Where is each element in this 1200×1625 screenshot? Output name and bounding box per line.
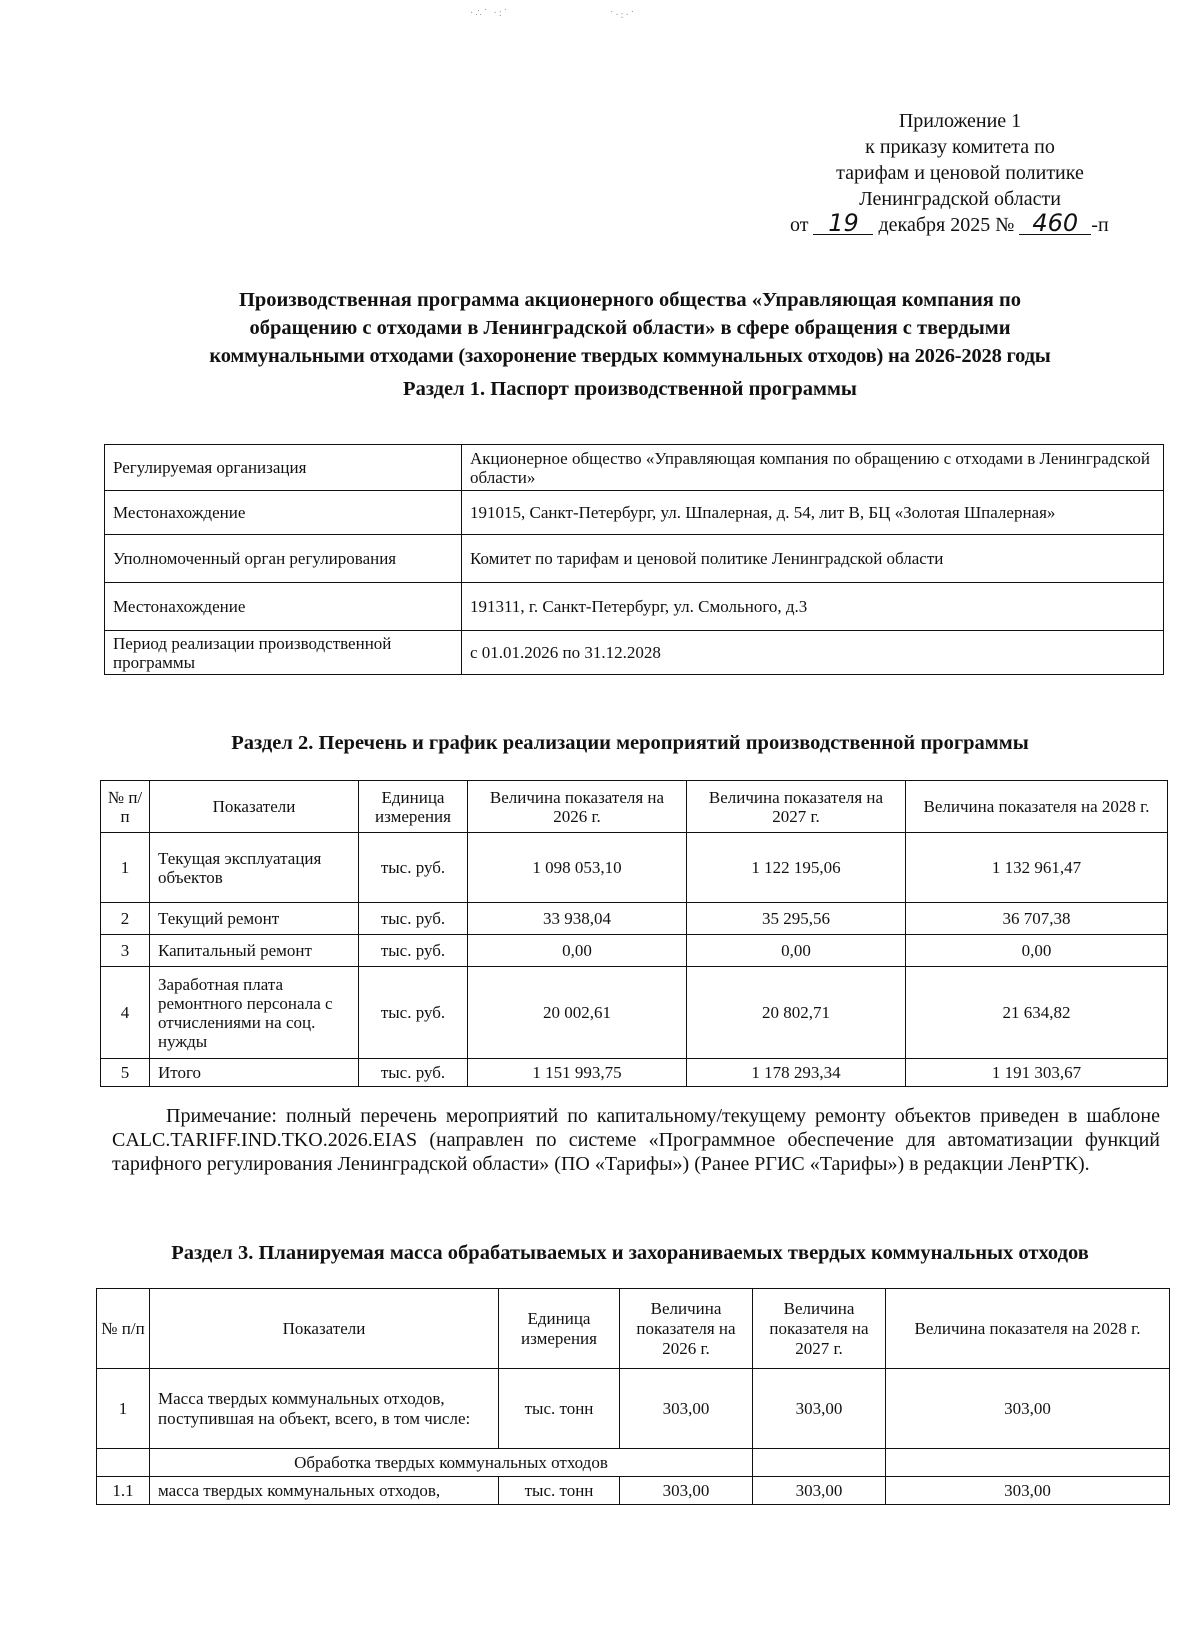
passport-key: Местонахождение xyxy=(105,491,462,535)
row-unit: тыс. руб. xyxy=(359,1059,468,1087)
title-line: Производственная программа акционерного общества «Управляющая компания по xyxy=(238,289,1022,311)
section1-heading: Раздел 1. Паспорт производственной программы xyxy=(403,378,857,400)
passport-key: Местонахождение xyxy=(105,583,462,631)
date-month-year: декабря 2025 № xyxy=(878,214,1015,236)
number-suffix: -п xyxy=(1091,214,1109,236)
column-header: Единица измерения xyxy=(359,781,468,833)
row-unit: тыс. руб. xyxy=(359,903,468,935)
value-2026: 1 151 993,75 xyxy=(468,1059,687,1087)
row-indicator: Масса твердых коммунальных отходов, поступившая на объект, всего, в том числе: xyxy=(150,1369,499,1449)
table-row xyxy=(105,445,1164,491)
subheading: Обработка твердых коммунальных отходов xyxy=(150,1449,753,1477)
handwritten-number: 460 xyxy=(1019,212,1091,235)
row-unit: тыс. руб. xyxy=(359,833,468,903)
empty-cell xyxy=(753,1449,886,1477)
value-2026: 1 098 053,10 xyxy=(468,833,687,903)
value-2027: 303,00 xyxy=(753,1477,886,1505)
date-from: от xyxy=(790,214,809,236)
row-number: 1 xyxy=(101,833,150,903)
value-2026: 303,00 xyxy=(620,1477,753,1505)
value-2028: 1 191 303,67 xyxy=(906,1059,1168,1087)
column-header: Величина показателя на 2027 г. xyxy=(687,781,906,833)
column-header: № п/п xyxy=(97,1289,150,1369)
column-header: № п/п xyxy=(101,781,150,833)
row-indicator: масса твердых коммунальных отходов, xyxy=(150,1477,499,1505)
table-header-row xyxy=(101,781,1168,833)
value-2026: 303,00 xyxy=(620,1369,753,1449)
row-number: 1 xyxy=(97,1369,150,1449)
value-2027: 35 295,56 xyxy=(687,903,906,935)
value-2027: 20 802,71 xyxy=(687,967,906,1059)
passport-value: с 01.01.2026 по 31.12.2028 xyxy=(462,631,1164,675)
passport-value: 191311, г. Санкт-Петербург, ул. Смольного, д.3 xyxy=(462,583,1164,631)
column-header: Величина показателя на 2027 г. xyxy=(753,1289,886,1369)
row-number: 5 xyxy=(101,1059,150,1087)
column-header: Величина показателя на 2026 г. xyxy=(468,781,687,833)
value-2028: 303,00 xyxy=(886,1477,1170,1505)
row-indicator: Текущий ремонт xyxy=(150,903,359,935)
row-unit: тыс. тонн xyxy=(499,1477,620,1505)
appendix-date-line xyxy=(760,209,1160,238)
passport-key: Период реализации производственной программы xyxy=(105,631,462,675)
value-2028: 0,00 xyxy=(906,935,1168,967)
row-unit: тыс. руб. xyxy=(359,967,468,1059)
value-2028: 36 707,38 xyxy=(906,903,1168,935)
value-2027: 303,00 xyxy=(753,1369,886,1449)
value-2026: 33 938,04 xyxy=(468,903,687,935)
passport-value: Комитет по тарифам и ценовой политике Ленинградской области xyxy=(462,535,1164,583)
column-header: Величина показателя на 2028 г. xyxy=(906,781,1168,833)
empty-cell xyxy=(886,1449,1170,1477)
table-row xyxy=(101,967,1168,1059)
value-2027: 1 178 293,34 xyxy=(687,1059,906,1087)
row-number: 1.1 xyxy=(97,1477,150,1505)
passport-value: 191015, Санкт-Петербург, ул. Шпалерная, д. 54, лит В, БЦ «Золотая Шпалерная» xyxy=(462,491,1164,535)
waste-mass-table xyxy=(96,1288,1170,1505)
table-header-row xyxy=(97,1289,1170,1369)
table-row xyxy=(105,491,1164,535)
value-2026: 20 002,61 xyxy=(468,967,687,1059)
column-header: Величина показателя на 2028 г. xyxy=(886,1289,1170,1369)
empty-cell xyxy=(97,1449,150,1477)
appendix-block xyxy=(760,108,1160,238)
scan-artifact: ˙·:·˙ xyxy=(610,10,637,21)
section2-heading: Раздел 2. Перечень и график реализации мероприятий производственной программы xyxy=(231,732,1029,754)
row-indicator: Текущая эксплуатация объектов xyxy=(150,833,359,903)
activities-table xyxy=(100,780,1168,1087)
row-indicator: Заработная плата ремонтного персонала с отчислениями на соц. нужды xyxy=(150,967,359,1059)
table-row xyxy=(105,583,1164,631)
value-2028: 303,00 xyxy=(886,1369,1170,1449)
table-row xyxy=(101,935,1168,967)
appendix-line: тарифам и ценовой политике xyxy=(836,162,1084,184)
value-2027: 1 122 195,06 xyxy=(687,833,906,903)
row-number: 2 xyxy=(101,903,150,935)
column-header: Показатели xyxy=(150,1289,499,1369)
column-header: Единица измерения xyxy=(499,1289,620,1369)
value-2027: 0,00 xyxy=(687,935,906,967)
appendix-line: Приложение 1 xyxy=(898,110,1022,132)
title-line: обращению с отходами в Ленинградской области» в сфере обращения с твердыми xyxy=(249,317,1011,339)
value-2028: 21 634,82 xyxy=(906,967,1168,1059)
table-row xyxy=(97,1369,1170,1449)
table-subheading-row xyxy=(97,1449,1170,1477)
value-2028: 1 132 961,47 xyxy=(906,833,1168,903)
row-indicator: Итого xyxy=(150,1059,359,1087)
table-row xyxy=(105,631,1164,675)
row-unit: тыс. руб. xyxy=(359,935,468,967)
row-number: 3 xyxy=(101,935,150,967)
passport-key: Регулируемая организация xyxy=(105,445,462,491)
row-unit: тыс. тонн xyxy=(499,1369,620,1449)
scan-artifact: ·∴˙ ·:˙ xyxy=(470,8,509,19)
column-header: Показатели xyxy=(150,781,359,833)
table-row xyxy=(105,535,1164,583)
passport-value: Акционерное общество «Управляющая компания по обращению с отходами в Ленинградской области» xyxy=(462,445,1164,491)
table-row xyxy=(101,903,1168,935)
appendix-line: к приказу комитета по xyxy=(865,136,1055,158)
section2-note: Примечание: полный перечень мероприятий по капитальному/текущему ремонту объектов приведен в шаблоне CALC.TARIFF.IND.TKO.2026.EIAS (направлен по системе «Программное обеспечение для автоматизации функций тарифного регулирования Ленинградской области» (ПО «Тарифы») (Ранее РГИС «Тарифы») в редакции ЛенРТК). xyxy=(112,1105,1160,1175)
document-title xyxy=(100,286,1160,370)
title-line: коммунальными отходами (захоронение твердых коммунальных отходов) на 2026-2028 годы xyxy=(209,345,1051,367)
row-indicator: Капитальный ремонт xyxy=(150,935,359,967)
section3-heading: Раздел 3. Планируемая масса обрабатываемых и захораниваемых твердых коммунальных отходов xyxy=(171,1242,1089,1264)
passport-key: Уполномоченный орган регулирования xyxy=(105,535,462,583)
row-number: 4 xyxy=(101,967,150,1059)
table-row xyxy=(101,833,1168,903)
handwritten-day: 19 xyxy=(813,212,873,235)
table-row xyxy=(97,1477,1170,1505)
table-row xyxy=(101,1059,1168,1087)
column-header: Величина показателя на 2026 г. xyxy=(620,1289,753,1369)
passport-table xyxy=(104,444,1164,675)
value-2026: 0,00 xyxy=(468,935,687,967)
appendix-line: Ленинградской области xyxy=(859,188,1061,210)
